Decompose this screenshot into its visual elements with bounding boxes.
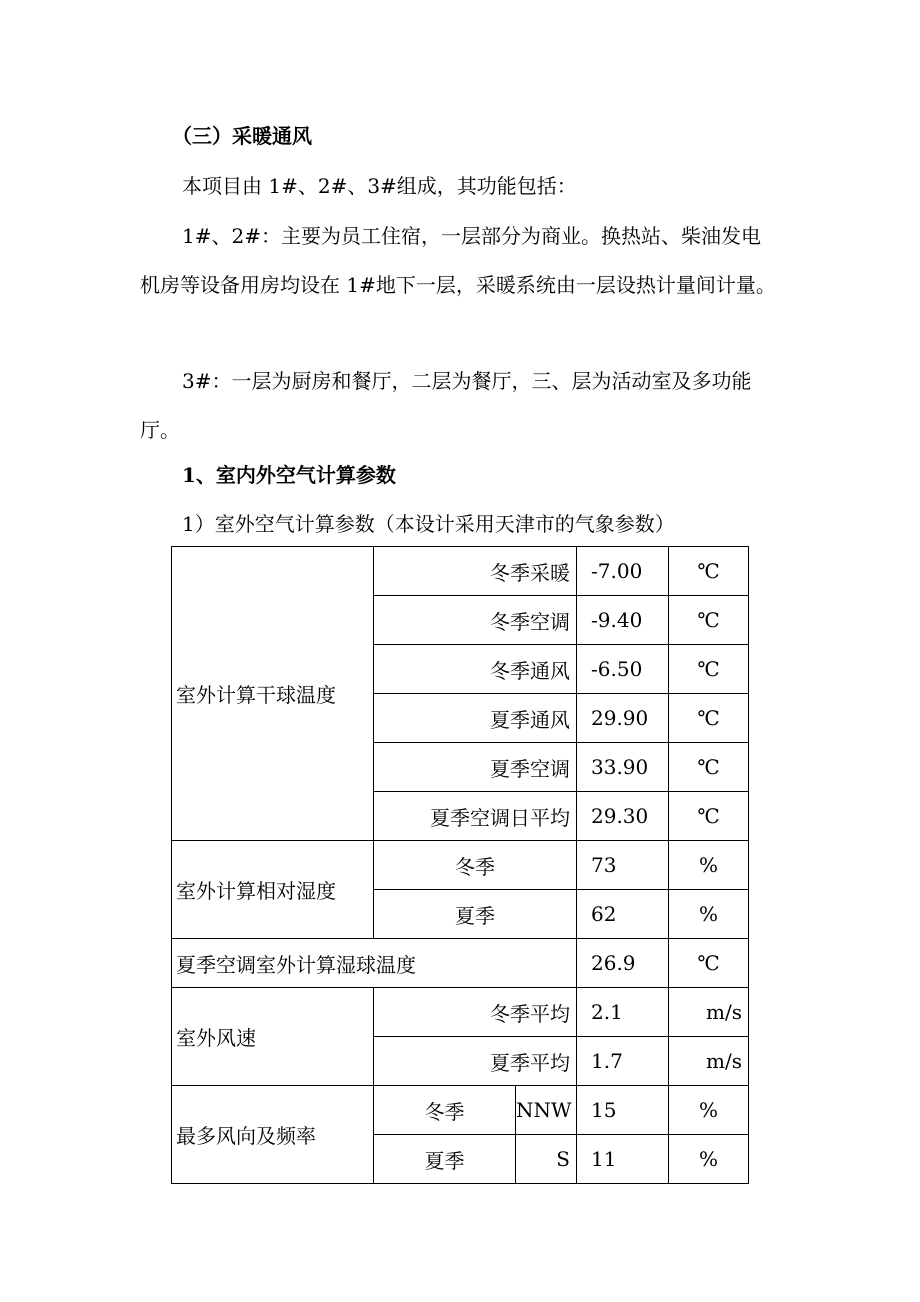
param-name: 冬季	[374, 841, 577, 890]
param-unit: %	[669, 841, 749, 890]
param-value: -6.50	[577, 645, 669, 694]
wind-direction: S	[516, 1135, 577, 1184]
subheading-outdoor-params: 1）室外空气计算参数（本设计采用天津市的气象参数）	[182, 512, 675, 536]
dry-bulb-label: 室外计算干球温度	[172, 547, 374, 841]
paragraph-buildings-1-2: 1#、2#：主要为员工住宿，一层部分为商业。换热站、柴油发电机房等设备用房均设在 1#地下一层，采暖系统由一层设热计量间计量。	[140, 224, 776, 297]
param-name: 夏季平均	[374, 1037, 577, 1086]
param-value: 29.90	[577, 694, 669, 743]
param-unit: ℃	[669, 939, 749, 988]
param-unit: ℃	[669, 596, 749, 645]
param-unit: %	[669, 1135, 749, 1184]
param-value: 33.90	[577, 743, 669, 792]
param-unit: ℃	[669, 743, 749, 792]
param-name: 冬季	[374, 1086, 516, 1135]
param-value: 1.7	[577, 1037, 669, 1086]
param-name: 夏季	[374, 890, 577, 939]
param-value: 11	[577, 1135, 669, 1184]
param-unit: ℃	[669, 645, 749, 694]
param-name: 冬季空调	[374, 596, 577, 645]
param-unit: ℃	[669, 547, 749, 596]
param-name: 夏季	[374, 1135, 516, 1184]
param-unit: ℃	[669, 694, 749, 743]
param-name: 冬季采暖	[374, 547, 577, 596]
param-value: -9.40	[577, 596, 669, 645]
param-name: 冬季通风	[374, 645, 577, 694]
wind-direction-label: 最多风向及频率	[172, 1086, 374, 1184]
param-unit: m/s	[669, 988, 749, 1037]
param-value: 73	[577, 841, 669, 890]
wind-direction: NNW	[516, 1086, 577, 1135]
wet-bulb-label: 夏季空调室外计算湿球温度	[172, 939, 577, 988]
intro-text: 本项目由 1#、2#、3#组成，其功能包括：	[182, 174, 577, 198]
table-row	[172, 1086, 749, 1135]
wind-speed-label: 室外风速	[172, 988, 374, 1086]
humidity-label: 室外计算相对湿度	[172, 841, 374, 939]
param-name: 夏季空调日平均	[374, 792, 577, 841]
table-row	[172, 939, 749, 988]
paragraph-building-3: 3#：一层为厨房和餐厅，二层为餐厅，三、层为活动室及多功能厅。	[140, 369, 752, 442]
param-value: -7.00	[577, 547, 669, 596]
param-value: 62	[577, 890, 669, 939]
param-unit: %	[669, 1086, 749, 1135]
param-unit: %	[669, 890, 749, 939]
table-row	[172, 988, 749, 1037]
param-value: 2.1	[577, 988, 669, 1037]
param-value: 29.30	[577, 792, 669, 841]
table-row	[172, 547, 749, 596]
param-name: 夏季空调	[374, 743, 577, 792]
param-name: 冬季平均	[374, 988, 577, 1037]
param-value: 26.9	[577, 939, 669, 988]
outdoor-params-table	[171, 546, 749, 1184]
param-unit: ℃	[669, 792, 749, 841]
heading-air-params: 1、室内外空气计算参数	[182, 463, 396, 487]
table-row	[172, 841, 749, 890]
param-unit: m/s	[669, 1037, 749, 1086]
param-value: 15	[577, 1086, 669, 1135]
param-name: 夏季通风	[374, 694, 577, 743]
section-title: （三）采暖通风	[172, 124, 312, 148]
